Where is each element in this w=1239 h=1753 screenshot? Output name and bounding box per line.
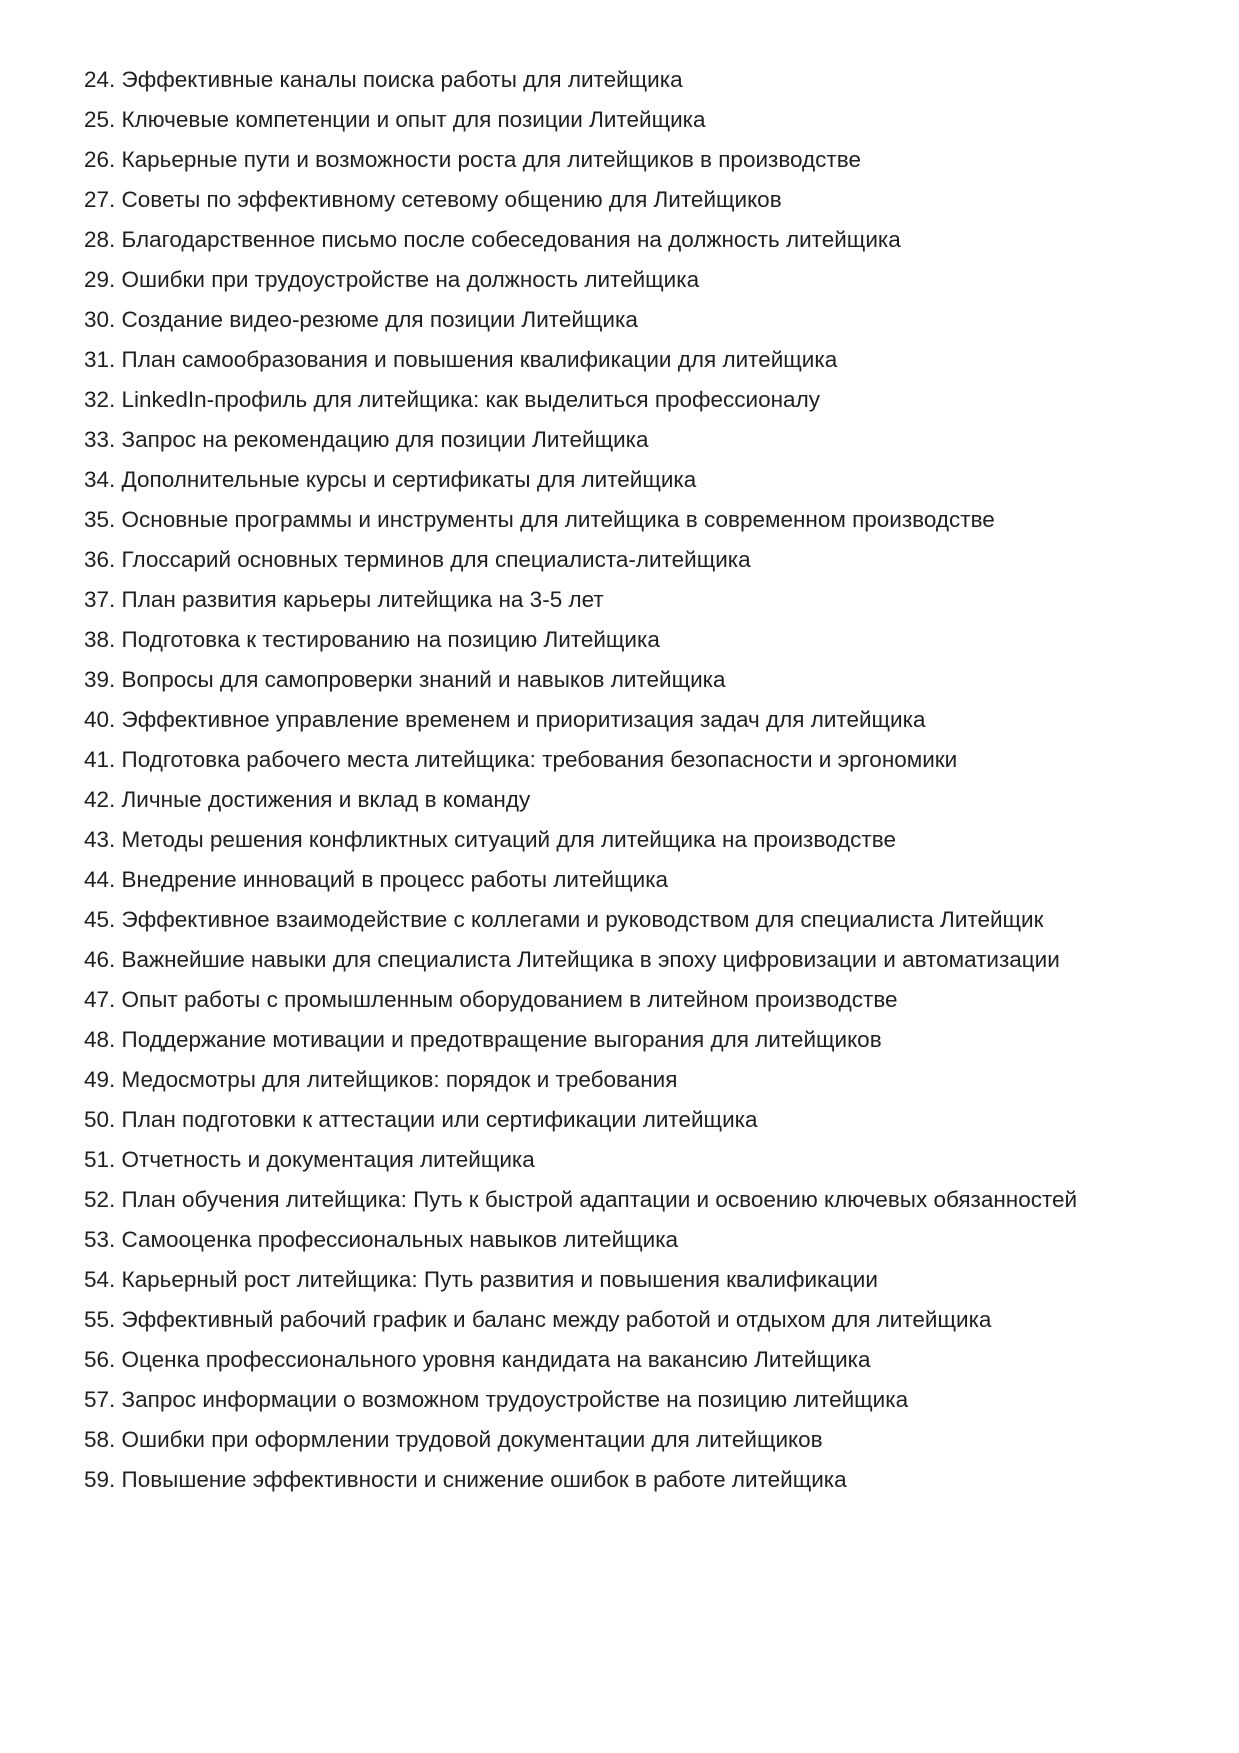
list-item: 47. Опыт работы с промышленным оборудованием в литейном производстве — [84, 987, 898, 1012]
list-item: 48. Поддержание мотивации и предотвращение выгорания для литейщиков — [84, 1027, 882, 1052]
list-item: 40. Эффективное управление временем и приоритизация задач для литейщика — [84, 707, 926, 732]
list-item: 52. План обучения литейщика: Путь к быстрой адаптации и освоению ключевых обязанностей — [84, 1187, 1078, 1212]
list-item: 28. Благодарственное письмо после собеседования на должность литейщика — [84, 227, 901, 252]
list-item: 30. Создание видео-резюме для позиции Литейщика — [84, 307, 638, 332]
list-item: 58. Ошибки при оформлении трудовой документации для литейщиков — [84, 1427, 823, 1452]
list-item: 26. Карьерные пути и возможности роста для литейщиков в производстве — [84, 147, 861, 172]
list-item: 41. Подготовка рабочего места литейщика: требования безопасности и эргономики — [84, 747, 958, 772]
list-item: 37. План развития карьеры литейщика на 3-5 лет — [84, 587, 604, 612]
list-item: 59. Повышение эффективности и снижение ошибок в работе литейщика — [84, 1467, 847, 1492]
list-item: 56. Оценка профессионального уровня кандидата на вакансию Литейщика — [84, 1347, 871, 1372]
list-item: 50. План подготовки к аттестации или сертификации литейщика — [84, 1107, 758, 1132]
list-item: 25. Ключевые компетенции и опыт для позиции Литейщика — [84, 107, 706, 132]
list-item: 42. Личные достижения и вклад в команду — [84, 787, 531, 812]
topic-list — [84, 60, 1166, 1500]
list-item: 44. Внедрение инноваций в процесс работы литейщика — [84, 867, 669, 892]
list-item: 27. Советы по эффективному сетевому общению для Литейщиков — [84, 187, 782, 212]
list-item: 54. Карьерный рост литейщика: Путь развития и повышения квалификации — [84, 1267, 878, 1292]
list-item: 57. Запрос информации о возможном трудоустройстве на позицию литейщика — [84, 1387, 909, 1412]
list-item: 53. Самооценка профессиональных навыков литейщика — [84, 1227, 679, 1252]
list-item: 38. Подготовка к тестированию на позицию Литейщика — [84, 627, 660, 652]
list-item: 45. Эффективное взаимодействие с коллегами и руководством для специалиста Литейщик — [84, 907, 1044, 932]
list-item: 51. Отчетность и документация литейщика — [84, 1147, 535, 1172]
list-item: 29. Ошибки при трудоустройстве на должность литейщика — [84, 267, 700, 292]
list-item: 35. Основные программы и инструменты для литейщика в современном производстве — [84, 507, 995, 532]
list-item: 24. Эффективные каналы поиска работы для литейщика — [84, 67, 683, 92]
list-item: 46. Важнейшие навыки для специалиста Литейщика в эпоху цифровизации и автоматизации — [84, 947, 1060, 972]
list-item: 55. Эффективный рабочий график и баланс между работой и отдыхом для литейщика — [84, 1307, 992, 1332]
list-item: 36. Глоссарий основных терминов для специалиста-литейщика — [84, 547, 751, 572]
list-item: 34. Дополнительные курсы и сертификаты для литейщика — [84, 467, 697, 492]
list-item: 43. Методы решения конфликтных ситуаций для литейщика на производстве — [84, 827, 896, 852]
list-item: 33. Запрос на рекомендацию для позиции Литейщика — [84, 427, 649, 452]
list-item: 32. LinkedIn-профиль для литейщика: как выделиться профессионалу — [84, 387, 820, 412]
list-item: 31. План самообразования и повышения квалификации для литейщика — [84, 347, 838, 372]
list-item: 49. Медосмотры для литейщиков: порядок и требования — [84, 1067, 678, 1092]
list-item: 39. Вопросы для самопроверки знаний и навыков литейщика — [84, 667, 726, 692]
